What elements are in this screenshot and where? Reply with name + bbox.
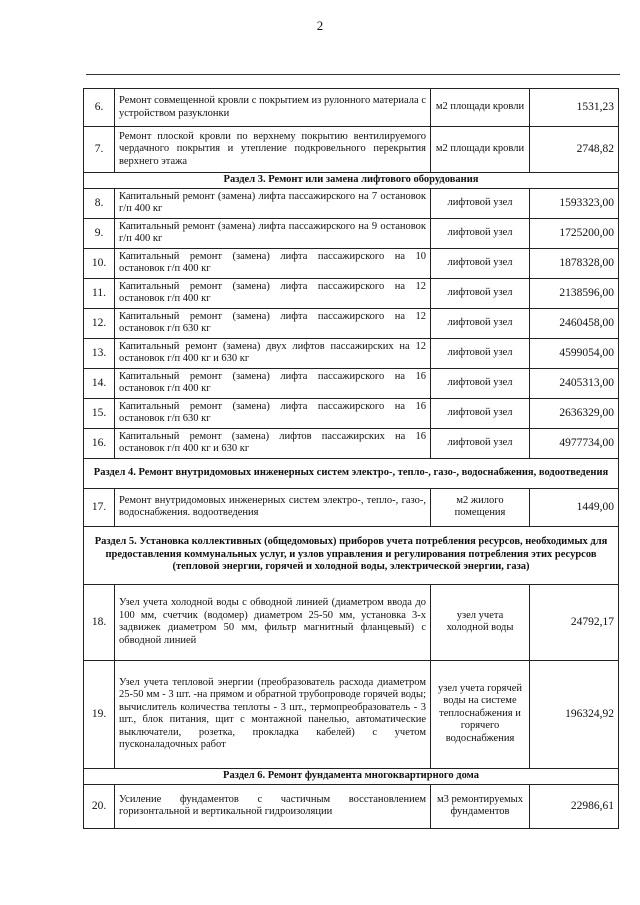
cost-value: 2748,82 bbox=[530, 127, 619, 173]
unit-of-measure: м3 ремонтируемых фундаментов bbox=[431, 784, 530, 828]
unit-of-measure: лифтовой узел bbox=[431, 188, 530, 218]
row-number: 14. bbox=[84, 368, 115, 398]
cost-value: 2636329,00 bbox=[530, 398, 619, 428]
table-row bbox=[84, 488, 619, 526]
section-title: Раздел 5. Установка коллективных (общедомовых) приборов учета потребления ресурсов, необходимых для предоставления коммунальных услуг, и узлов управления и регулирования потребления этих ресурсов (тепловой энергии, горячей и холодной воды, электрической энергии, газа) bbox=[84, 526, 619, 584]
unit-of-measure: лифтовой узел bbox=[431, 278, 530, 308]
work-description: Капитальный ремонт (замена) лифта пассажирского на 7 остановок г/п 400 кг bbox=[115, 188, 431, 218]
unit-of-measure: м2 площади кровли bbox=[431, 127, 530, 173]
work-description: Ремонт плоской кровли по верхнему покрытию вентилируемого чердачного покрытия и утепление подкровельного перекрытия верхнего этажа bbox=[115, 127, 431, 173]
row-number: 6. bbox=[84, 89, 115, 127]
unit-of-measure: м2 площади кровли bbox=[431, 89, 530, 127]
unit-of-measure: лифтовой узел bbox=[431, 338, 530, 368]
table-row bbox=[84, 278, 619, 308]
table-row bbox=[84, 127, 619, 173]
table-row bbox=[84, 338, 619, 368]
table-row bbox=[84, 308, 619, 338]
work-description: Узел учета тепловой энергии (преобразователь расхода диаметром 25-50 мм - 3 шт. -на прямом и обратной трубопроводе горячей воды; вычислитель количества теплоты - 3 шт., термопреобразователь - 3 шт., блок питания, щит с монтажной панелью, автоматические выключатели, розетка, прокладка кабелей) с учетом пусконаладочных работ bbox=[115, 660, 431, 768]
unit-of-measure: лифтовой узел bbox=[431, 248, 530, 278]
table-row bbox=[84, 89, 619, 127]
unit-of-measure: лифтовой узел bbox=[431, 398, 530, 428]
cost-value: 4599054,00 bbox=[530, 338, 619, 368]
cost-value: 1593323,00 bbox=[530, 188, 619, 218]
table-row bbox=[84, 188, 619, 218]
row-number: 11. bbox=[84, 278, 115, 308]
cost-value: 2138596,00 bbox=[530, 278, 619, 308]
work-description: Узел учета холодной воды с обводной линией (диаметром ввода до 100 мм, счетчик (водомер) диаметром 25-50 мм, установка 3-х задвижек диаметром 50 мм, фильтр магнитный фланцевый) с обводной линией bbox=[115, 584, 431, 660]
row-number: 13. bbox=[84, 338, 115, 368]
table-row bbox=[84, 584, 619, 660]
section-header-row bbox=[84, 768, 619, 784]
unit-of-measure: узел учета холодной воды bbox=[431, 584, 530, 660]
cost-value: 1449,00 bbox=[530, 488, 619, 526]
work-description: Капитальный ремонт (замена) лифтов пассажирских на 16 остановок г/п 400 кг и 630 кг bbox=[115, 428, 431, 458]
row-number: 12. bbox=[84, 308, 115, 338]
work-description: Капитальный ремонт (замена) лифта пассажирского на 16 остановок г/п 400 кг bbox=[115, 368, 431, 398]
work-description: Капитальный ремонт (замена) лифта пассажирского на 12 остановок г/п 400 кг bbox=[115, 278, 431, 308]
work-description: Ремонт совмещенной кровли с покрытием из рулонного материала с устройством разуклонки bbox=[115, 89, 431, 127]
row-number: 7. bbox=[84, 127, 115, 173]
row-number: 19. bbox=[84, 660, 115, 768]
works-table bbox=[83, 88, 619, 829]
work-description: Капитальный ремонт (замена) лифта пассажирского на 16 остановок г/п 630 кг bbox=[115, 398, 431, 428]
table-row bbox=[84, 248, 619, 278]
row-number: 15. bbox=[84, 398, 115, 428]
unit-of-measure: узел учета горячей воды на системе теплоснабжения и горячего водоснабжения bbox=[431, 660, 530, 768]
row-number: 8. bbox=[84, 188, 115, 218]
unit-of-measure: лифтовой узел bbox=[431, 368, 530, 398]
work-description: Усиление фундаментов с частичным восстановлением горизонтальной и вертикальной гидроизоляции bbox=[115, 784, 431, 828]
cost-value: 196324,92 bbox=[530, 660, 619, 768]
cost-value: 2460458,00 bbox=[530, 308, 619, 338]
cost-value: 24792,17 bbox=[530, 584, 619, 660]
cost-value: 1878328,00 bbox=[530, 248, 619, 278]
work-description: Ремонт внутридомовых инженерных систем электро-, тепло-, газо-, водоснабжения. водоотведения bbox=[115, 488, 431, 526]
work-description: Капитальный ремонт (замена) лифта пассажирского на 9 остановок г/п 400 кг bbox=[115, 218, 431, 248]
table-row bbox=[84, 398, 619, 428]
section-header-row bbox=[84, 458, 619, 488]
page-number: 2 bbox=[316, 18, 324, 33]
header-rule bbox=[86, 74, 620, 75]
cost-value: 1531,23 bbox=[530, 89, 619, 127]
table-row bbox=[84, 218, 619, 248]
row-number: 18. bbox=[84, 584, 115, 660]
section-title: Раздел 3. Ремонт или замена лифтового оборудования bbox=[84, 173, 619, 189]
table-row bbox=[84, 784, 619, 828]
cost-value: 2405313,00 bbox=[530, 368, 619, 398]
section-header-row bbox=[84, 173, 619, 189]
table-row bbox=[84, 660, 619, 768]
unit-of-measure: лифтовой узел bbox=[431, 218, 530, 248]
works-table-body bbox=[84, 89, 619, 829]
section-title: Раздел 6. Ремонт фундамента многоквартирного дома bbox=[84, 768, 619, 784]
unit-of-measure: лифтовой узел bbox=[431, 428, 530, 458]
cost-value: 22986,61 bbox=[530, 784, 619, 828]
cost-value: 4977734,00 bbox=[530, 428, 619, 458]
row-number: 9. bbox=[84, 218, 115, 248]
work-description: Капитальный ремонт (замена) лифта пассажирского на 10 остановок г/п 400 кг bbox=[115, 248, 431, 278]
row-number: 17. bbox=[84, 488, 115, 526]
cost-value: 1725200,00 bbox=[530, 218, 619, 248]
section-title: Раздел 4. Ремонт внутридомовых инженерных систем электро-, тепло-, газо-, водоснабжения, водоотведения bbox=[84, 458, 619, 488]
work-description: Капитальный ремонт (замена) лифта пассажирского на 12 остановок г/п 630 кг bbox=[115, 308, 431, 338]
table-row bbox=[84, 428, 619, 458]
work-description: Капитальный ремонт (замена) двух лифтов пассажирских на 12 остановок г/п 400 кг и 630 кг bbox=[115, 338, 431, 368]
unit-of-measure: м2 жилого помещения bbox=[431, 488, 530, 526]
row-number: 16. bbox=[84, 428, 115, 458]
unit-of-measure: лифтовой узел bbox=[431, 308, 530, 338]
row-number: 10. bbox=[84, 248, 115, 278]
row-number: 20. bbox=[84, 784, 115, 828]
table-row bbox=[84, 368, 619, 398]
section-header-row bbox=[84, 526, 619, 584]
